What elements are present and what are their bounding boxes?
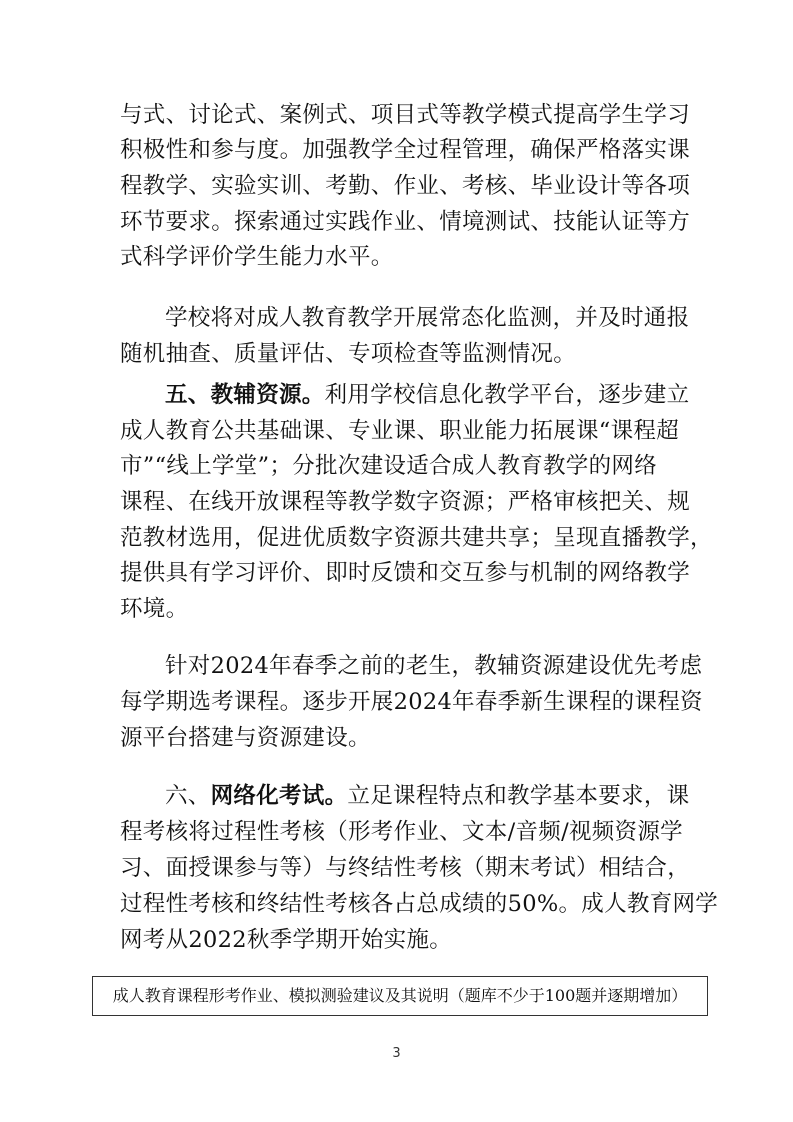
paragraph-line: 环节要求。探索通过实践作业、情境测试、技能认证等方 (120, 209, 691, 235)
paragraph-line: 提供具有学习评价、即时反馈和交互参与机制的网络教学 (120, 560, 691, 586)
section-6-number: 六、 (165, 783, 211, 809)
paragraph-line: 过程性考核和终结性考核各占总成绩的50%。成人教育网学 (120, 891, 719, 917)
section-5-heading: 五、教辅资源。 (165, 382, 325, 408)
paragraph-line: 式科学评价学生能力水平。 (120, 244, 394, 270)
section-6-heading: 网络化考试。 (210, 783, 348, 809)
paragraph-line: 积极性和参与度。加强教学全过程管理，确保严格落实课 (120, 137, 691, 163)
paragraph-line: 网考从2022秋季学期开始实施。 (120, 927, 453, 953)
paragraph-line: 课程、在线开放课程等教学数字资源；严格审核把关、规 (120, 489, 691, 515)
paragraph-line: 随机抽查、质量评估、专项检查等监测情况。 (120, 341, 577, 367)
paragraph-line: 范教材选用，促进优质数字资源共建共享；呈现直播教学， (120, 525, 713, 551)
paragraph-line: 学校将对成人教育教学开展常态化监测，并及时通报 (165, 305, 690, 331)
section-6-text: 立足课程特点和教学基本要求，课 (347, 783, 690, 809)
section-5-first-line (165, 380, 689, 410)
paragraph-line: 程考核将过程性考核（形考作业、文本/音频/视频资源学 (120, 819, 683, 845)
paragraph-line: 源平台搭建与资源建设。 (120, 725, 371, 751)
paragraph-line: 环境。 (120, 596, 189, 622)
section-5-text: 利用学校信息化教学平台，逐步建立 (324, 382, 690, 408)
paragraph-line: 针对2024年春季之前的老生，教辅资源建设优先考虑 (165, 653, 703, 679)
paragraph-line: 市”“线上学堂”；分批次建设适合成人教育教学的网络 (120, 453, 658, 479)
paragraph-line: 习、面授课参与等）与终结性考核（期末考试）相结合， (120, 855, 691, 881)
section-6-first-line (165, 781, 689, 811)
paragraph-line: 成人教育公共基础课、专业课、职业能力拓展课“课程超 (120, 418, 680, 444)
paragraph-line: 程教学、实验实训、考勤、作业、考核、毕业设计等各项 (120, 173, 691, 199)
table-caption-box (92, 976, 708, 1016)
table-caption: 成人教育课程形考作业、模拟测验建议及其说明（题库不少于100题并逐期增加） (112, 986, 688, 1005)
page-number: 3 (392, 1046, 401, 1061)
paragraph-line: 与式、讨论式、案例式、项目式等教学模式提高学生学习 (120, 102, 691, 128)
paragraph-line: 每学期选考课程。逐步开展2024年春季新生课程的课程资 (120, 689, 703, 715)
